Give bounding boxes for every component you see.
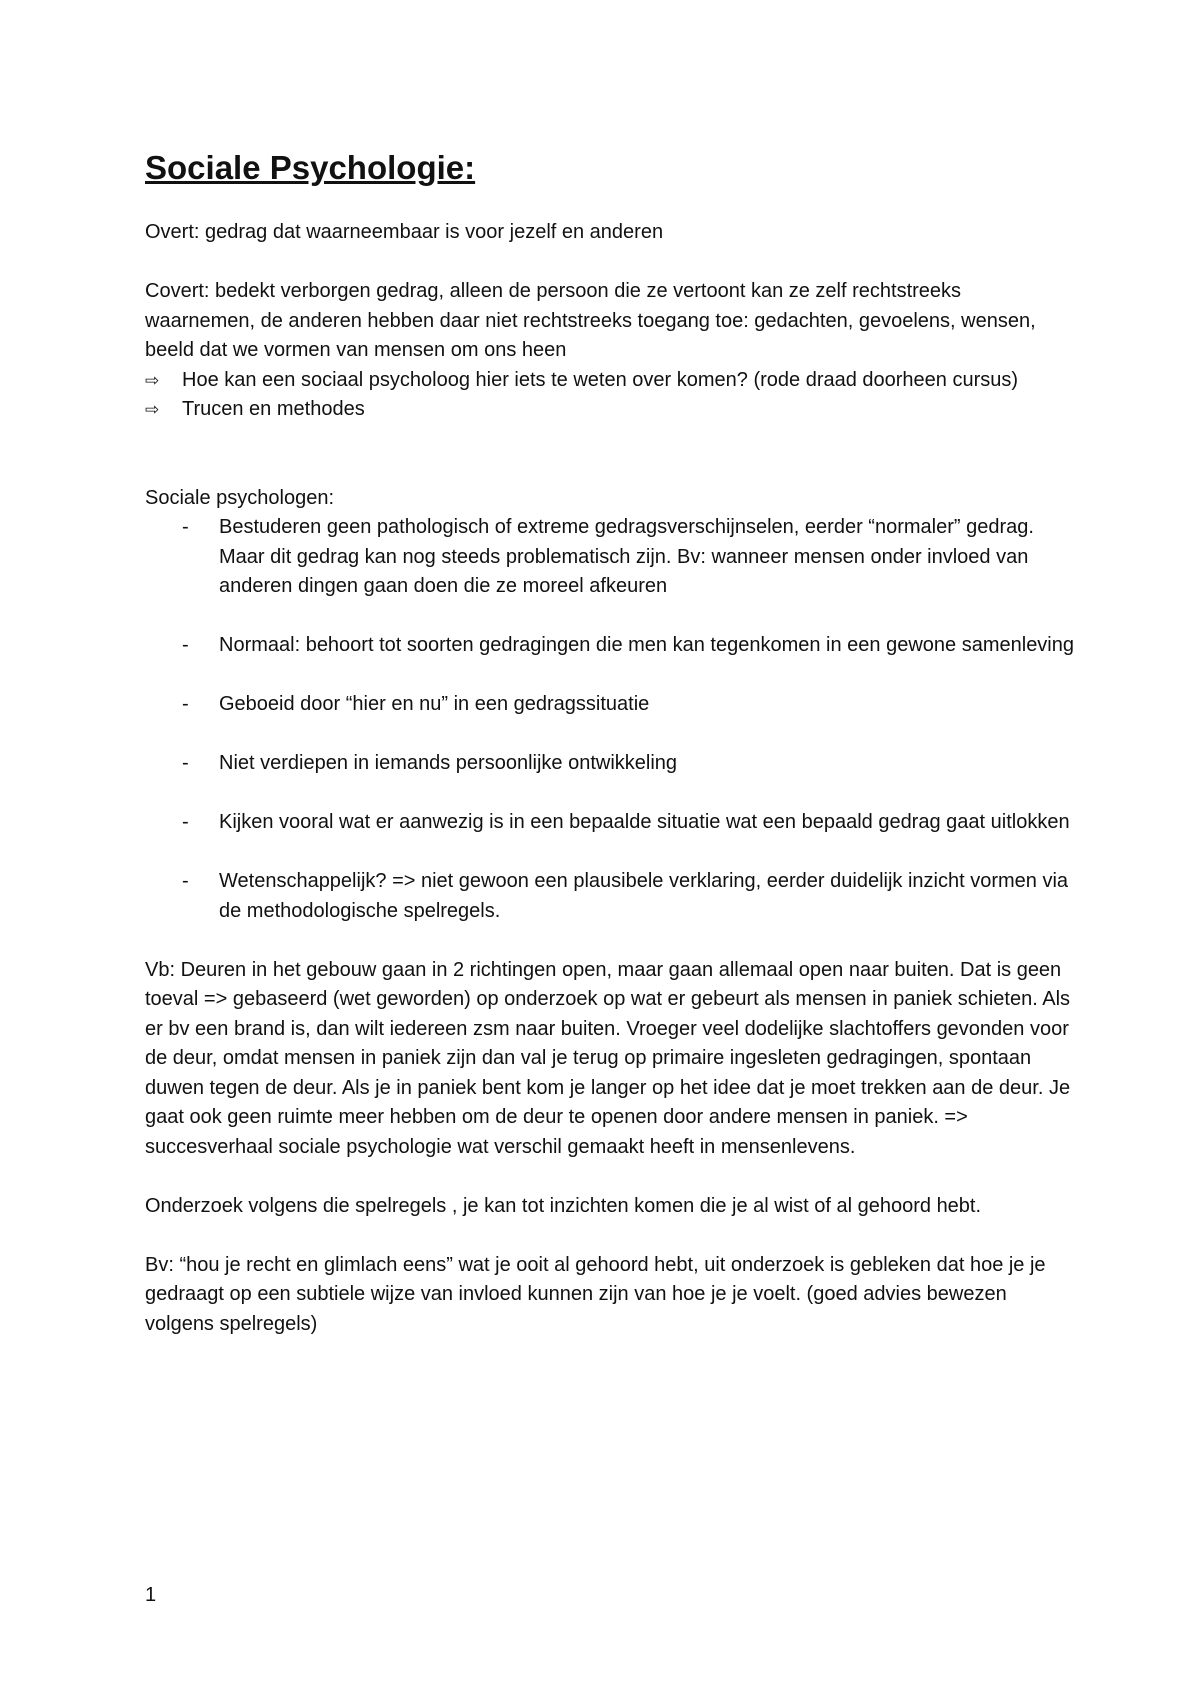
page-title: Sociale Psychologie:: [145, 149, 476, 186]
dash-list-item: [145, 513, 1075, 602]
dash-bullet: -: [182, 634, 189, 656]
dash-list-item: [145, 749, 1075, 779]
page-number: 1: [145, 1584, 157, 1606]
arrow-list: [145, 366, 1075, 425]
research-paragraph: Onderzoek volgens die spelregels , je kan tot inzichten komen die je al wist of al gehoord hebt.: [145, 1194, 982, 1217]
dash-bullet: -: [182, 811, 189, 833]
page-content: [145, 146, 1075, 1339]
arrow-item-text: Trucen en methodes: [182, 398, 365, 420]
dash-item-text: Wetenschappelijk? => niet gewoon een plausibele verklaring, eerder duidelijk inzicht vormen via de methodologische spelregels.: [219, 870, 1069, 922]
overt-definition: Overt: gedrag dat waarneembaar is voor jezelf en anderen: [145, 221, 664, 243]
dash-item-text: Geboeid door “hier en nu” in een gedragssituatie: [219, 693, 650, 715]
dash-list: [145, 513, 1075, 926]
dash-item-text: Niet verdiepen in iemands persoonlijke ontwikkeling: [219, 752, 678, 774]
dash-list-item: [145, 631, 1075, 661]
dash-bullet: -: [182, 516, 189, 538]
example-smile-paragraph: Bv: “hou je recht en glimlach eens” wat je ooit al gehoord hebt, uit onderzoek is gebleken dat hoe je je gedraagt op een subtiele wijze van invloed kunnen zijn van hoe je je voelt. (goed advies bewezen volgens spelregels): [145, 1253, 1046, 1335]
section-heading-psychologen: Sociale psychologen:: [145, 486, 335, 509]
dash-bullet: -: [182, 693, 189, 715]
arrow-item-text: Hoe kan een sociaal psycholoog hier iets te weten over komen? (rode draad doorheen cursus): [182, 368, 1019, 391]
dash-list-item: [145, 808, 1075, 838]
arrow-list-item: [145, 366, 1075, 396]
dash-item-text: Bestuderen geen pathologisch of extreme gedragsverschijnselen, eerder “normaler” gedrag. Maar dit gedrag kan nog steeds problematisch zijn. Bv: wanneer mensen onder invloed van anderen dingen gaan doen die ze moreel afkeuren: [219, 516, 1034, 597]
dash-item-text: Normaal: behoort tot soorten gedragingen die men kan tegenkomen in een gewone samenleving: [219, 634, 1074, 656]
dash-bullet: -: [182, 752, 189, 774]
arrow-right-icon: ⇨: [145, 400, 160, 419]
dash-list-item: [145, 867, 1075, 926]
dash-item-text: Kijken vooral wat er aanwezig is in een bepaalde situatie wat een bepaald gedrag gaat uitlokken: [219, 811, 1070, 833]
arrow-list-item: [145, 395, 1075, 425]
dash-bullet: -: [182, 870, 189, 892]
arrow-right-icon: ⇨: [145, 370, 160, 390]
covert-definition: Covert: bedekt verborgen gedrag, alleen de persoon die ze vertoont kan ze zelf rechtstreeks waarnemen, de anderen hebben daar niet rechtstreeks toegang toe: gedachten, gevoelens, wensen, beeld dat we vormen van mensen om ons heen: [145, 280, 1036, 361]
example-doors-paragraph: Vb: Deuren in het gebouw gaan in 2 richtingen open, maar gaan allemaal open naar buiten. Dat is geen toeval => gebaseerd (wet geworden) op onderzoek op wat er gebeurt als mensen in paniek schieten. Als er bv een brand is, dan wilt iedereen zsm naar buiten. Vroeger veel dodelijke slachtoffers gevonden voor de deur, omdat mensen in paniek zijn dan val je terug op primaire ingesleten gedragingen, spontaan duwen tegen de deur. Als je in paniek bent kom je langer op het idee dat je moet trekken aan de deur. Je gaat ook geen ruimte meer hebben om de deur te openen door andere mensen in paniek. => succesverhaal sociale psychologie wat verschil gemaakt heeft in mensenlevens.: [145, 958, 1071, 1158]
dash-list-item: [145, 690, 1075, 720]
